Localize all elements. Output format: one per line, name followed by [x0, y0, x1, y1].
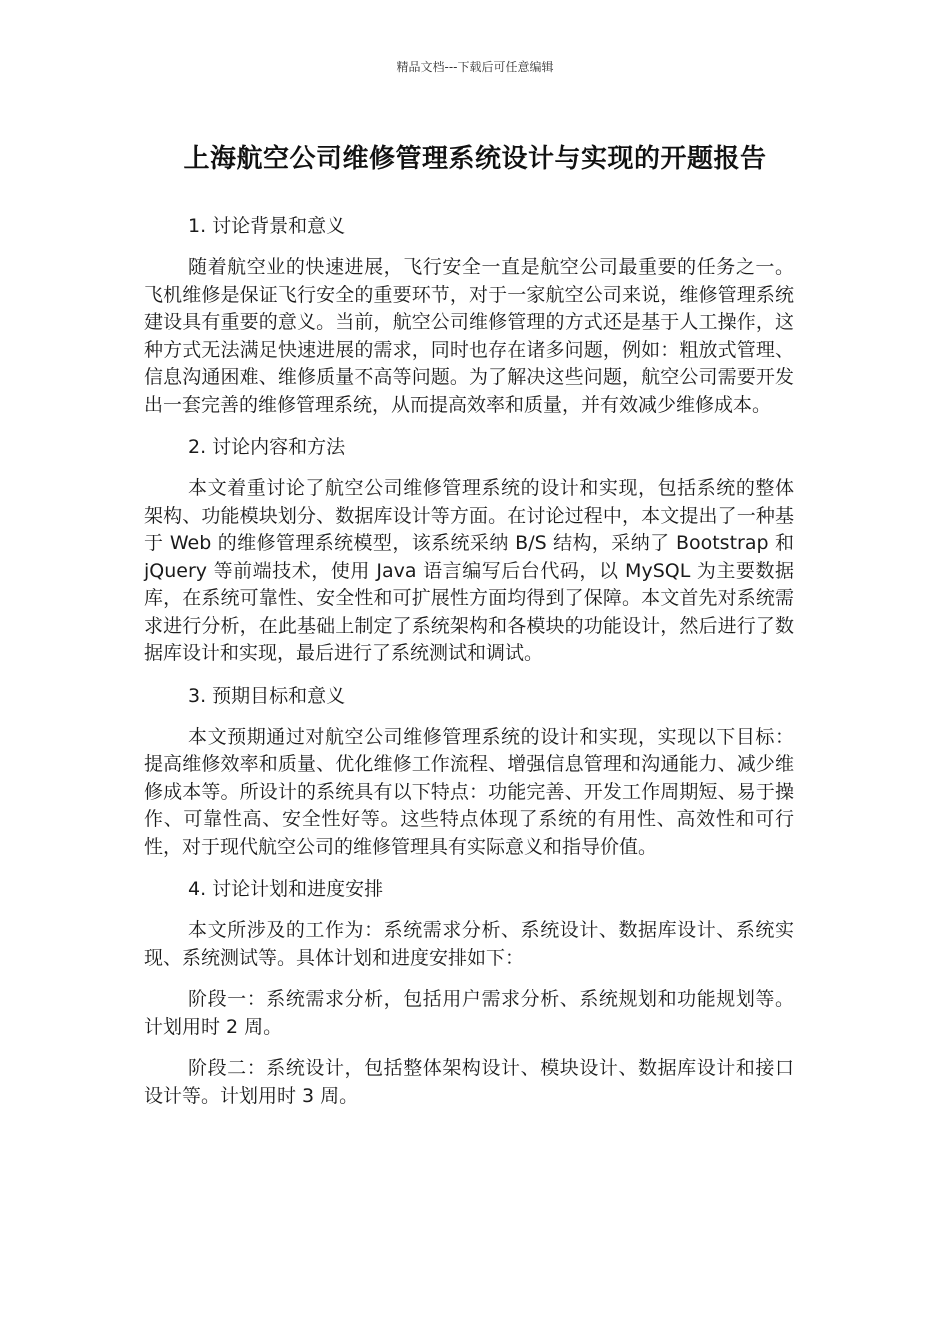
section-4-paragraph-3: 阶段二：系统设计，包括整体架构设计、模块设计、数据库设计和接口设计等。计划用时 3 周。	[144, 1057, 794, 1107]
section-heading-2: 2. 讨论内容和方法	[188, 436, 346, 458]
section-2-paragraph-1: 本文着重讨论了航空公司维修管理系统的设计和实现，包括系统的整体架构、功能模块划分、数据库设计等方面。在讨论过程中，本文提出了一种基于 Web 的维修管理系统模型，该系统采纳 B/S 结构，采纳了 Bootstrap 和 jQuery 等前端技术，使用 Java 语言编写后台代码，以 MySQL 为主要数据库，在系统可靠性、安全性和可扩展性方面均得到了保障。本文首先对系统需求进行分析，在此基础上制定了系统架构和各模块的功能设计，然后进行了数据库设计和实现，最后进行了系统测试和调试。	[144, 477, 794, 664]
section-4-paragraph-2: 阶段一：系统需求分析，包括用户需求分析、系统规划和功能规划等。计划用时 2 周。	[144, 988, 794, 1038]
section-4-paragraph-1: 本文所涉及的工作为：系统需求分析、系统设计、数据库设计、系统实现、系统测试等。具体计划和进度安排如下：	[144, 919, 794, 969]
header-note: 精品文档---下载后可任意编辑	[396, 60, 554, 74]
section-1-paragraph-1: 随着航空业的快速进展，飞行安全一直是航空公司最重要的任务之一。飞机维修是保证飞行安全的重要环节，对于一家航空公司来说，维修管理系统建设具有重要的意义。当前，航空公司维修管理的方式还是基于人工操作，这种方式无法满足快速进展的需求，同时也存在诸多问题，例如：粗放式管理、信息沟通困难、维修质量不高等问题。为了解决这些问题，航空公司需要开发出一套完善的维修管理系统，从而提高效率和质量，并有效减少维修成本。	[144, 256, 794, 416]
section-3-paragraph-1: 本文预期通过对航空公司维修管理系统的设计和实现，实现以下目标：提高维修效率和质量、优化维修工作流程、增强信息管理和沟通能力、减少维修成本等。所设计的系统具有以下特点：功能完善、开发工作周期短、易于操作、可靠性高、安全性好等。这些特点体现了系统的有用性、高效性和可行性，对于现代航空公司的维修管理具有实际意义和指导价值。	[144, 725, 794, 858]
section-heading-3: 3. 预期目标和意义	[188, 684, 346, 707]
section-heading-4: 4. 讨论计划和进度安排	[188, 878, 384, 900]
document-body	[144, 212, 794, 1124]
section-heading-1: 1. 讨论背景和意义	[188, 215, 346, 237]
document-title: 上海航空公司维修管理系统设计与实现的开题报告	[183, 144, 767, 174]
